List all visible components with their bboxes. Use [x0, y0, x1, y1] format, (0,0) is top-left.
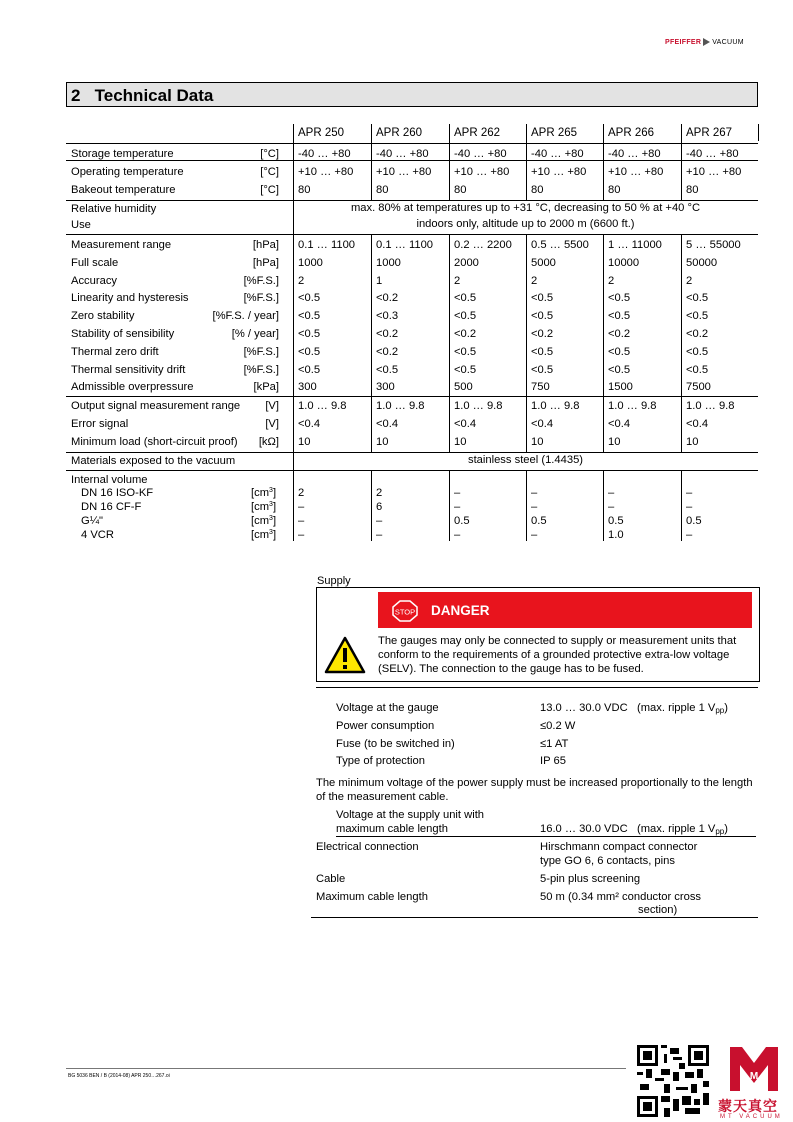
row-span-value: stainless steel (1.4435)	[467, 454, 584, 466]
row-unit: [%F.S.]	[243, 275, 279, 287]
table-cell: 10000	[608, 257, 640, 269]
row-unit: [hPa]	[252, 257, 279, 269]
row-unit: [%F.S.]	[243, 346, 279, 358]
table-cell: -40 … +80	[376, 148, 429, 160]
table-cell: <0.5	[608, 346, 631, 358]
table-column-rule	[603, 234, 604, 452]
internal-volume-row-label: DN 16 CF-F	[81, 501, 142, 513]
row-unit: [°C]	[260, 148, 279, 160]
table-cell: 0.5	[686, 515, 702, 527]
table-cell: –	[454, 529, 461, 541]
table-cell: <0.5	[686, 346, 709, 358]
table-cell: 1500	[608, 381, 633, 393]
table-cell: <0.5	[531, 346, 554, 358]
row-label: Minimum load (short-circuit proof)	[71, 436, 238, 448]
table-cell: 80	[298, 184, 311, 196]
mt-vacuum-logo	[728, 1045, 780, 1097]
table-cell: –	[686, 529, 693, 541]
section-title-text: Technical Data	[94, 86, 214, 105]
table-cell: <0.5	[298, 364, 321, 376]
table-cell: 500	[454, 381, 473, 393]
table-cell: 2	[298, 275, 305, 287]
table-cell: 10	[376, 436, 389, 448]
table-cell: <0.5	[608, 364, 631, 376]
table-cell: <0.5	[298, 292, 321, 304]
table-cell: 2	[608, 275, 615, 287]
table-cell: –	[686, 487, 693, 499]
table-cell: 750	[531, 381, 550, 393]
table-cell: –	[531, 529, 538, 541]
table-cell: –	[686, 501, 693, 513]
table-column-rule	[371, 234, 372, 452]
table-cell: 2	[376, 487, 383, 499]
row-label: Relative humidity	[71, 203, 157, 215]
table-cell: –	[608, 501, 615, 513]
row-label: Bakeout temperature	[71, 184, 176, 196]
supply-item-value: ≤0.2 W	[540, 720, 576, 732]
table-header-rule	[66, 143, 758, 144]
table-column-rule	[526, 470, 527, 541]
row-unit: [°C]	[260, 184, 279, 196]
row-label: Measurement range	[71, 239, 172, 251]
table-cell: 10	[454, 436, 467, 448]
cable-label: Cable	[316, 873, 346, 885]
table-column-rule	[681, 234, 682, 452]
table-cell: +10 … +80	[686, 166, 742, 178]
table-cell: <0.5	[298, 310, 321, 322]
table-cell: 50000	[686, 257, 718, 269]
row-unit: [%F.S.]	[243, 292, 279, 304]
table-cell: 2	[298, 487, 305, 499]
table-cell: 1.0	[608, 529, 624, 541]
table-column-rule	[293, 234, 294, 452]
table-cell: 2000	[454, 257, 479, 269]
table-cell: 1	[376, 275, 383, 287]
table-column-rule	[371, 124, 372, 200]
table-cell: <0.4	[376, 418, 399, 430]
table-cell: 6	[376, 501, 383, 513]
row-label: Thermal sensitivity drift	[71, 364, 186, 376]
brand-name: PFEIFFER	[665, 38, 702, 46]
table-cell: –	[608, 487, 615, 499]
table-cell: 10	[608, 436, 621, 448]
row-unit: [°C]	[260, 166, 279, 178]
table-cell: <0.5	[531, 310, 554, 322]
table-group-rule	[66, 452, 758, 453]
table-cell: <0.4	[454, 418, 477, 430]
table-cell: <0.4	[298, 418, 321, 430]
mt-logo-mark: M	[749, 1071, 759, 1082]
supply-item-label: Type of protection	[336, 755, 425, 767]
row-label: Linearity and hysteresis	[71, 292, 189, 304]
table-cell: <0.3	[376, 310, 399, 322]
table-cell: -40 … +80	[454, 148, 507, 160]
supply-item-label: Voltage at the gauge	[336, 702, 439, 714]
column-header: APR 266	[608, 127, 655, 139]
table-cell: <0.5	[531, 364, 554, 376]
table-cell: <0.5	[376, 364, 399, 376]
table-column-rule	[526, 234, 527, 452]
table-cell: 2	[686, 275, 693, 287]
table-cell: 1.0 … 9.8	[454, 400, 503, 412]
table-column-rule	[293, 124, 294, 200]
electrical-connection-label: Electrical connection	[316, 841, 419, 853]
table-cell: <0.5	[686, 292, 709, 304]
supply-title: Supply	[317, 575, 351, 587]
table-cell: 80	[376, 184, 389, 196]
supply-item-value: ≤1 AT	[540, 738, 569, 750]
section-number: 2	[71, 86, 81, 105]
row-label: Stability of sensibility	[71, 328, 175, 340]
danger-text: The gauges may only be connected to supply or measurement units that conform to the requirements of a grounded protective extra-low voltage (SELV). The connection to the gauge has to be fused.	[378, 635, 737, 675]
table-cell: <0.5	[686, 364, 709, 376]
cable-voltage-value: 16.0 … 30.0 VDC (max. ripple 1 Vpp)	[540, 823, 728, 836]
table-cell: 0.2 … 2200	[454, 239, 512, 251]
table-column-rule	[449, 470, 450, 541]
table-column-rule	[449, 124, 450, 200]
table-cell: 0.1 … 1100	[376, 239, 434, 251]
internal-volume-unit: $[cm^3]$	[251, 501, 277, 513]
row-unit: [hPa]	[252, 239, 279, 251]
table-column-rule	[371, 470, 372, 541]
divider	[336, 836, 756, 837]
column-header: APR 267	[686, 127, 733, 139]
supply-item-label: Power consumption	[336, 720, 435, 732]
table-cell: -40 … +80	[531, 148, 584, 160]
table-cell: –	[531, 487, 538, 499]
mt-vacuum-cn: 蒙天真空	[718, 1098, 778, 1114]
table-cell: 2	[531, 275, 538, 287]
section-title	[66, 82, 758, 107]
table-cell: <0.5	[454, 346, 477, 358]
table-column-rule	[758, 124, 759, 141]
electrical-connection-value-1: Hirschmann compact connector	[540, 841, 698, 853]
danger-label: DANGER	[431, 603, 490, 618]
pfeiffer-logo	[665, 38, 744, 46]
table-cell: <0.4	[686, 418, 709, 430]
internal-volume-unit: $[cm^3]$	[251, 487, 277, 499]
table-cell: –	[376, 515, 383, 527]
table-cell: <0.5	[454, 292, 477, 304]
table-cell: <0.5	[454, 310, 477, 322]
table-cell: 0.5 … 5500	[531, 239, 589, 251]
stop-icon	[392, 600, 418, 622]
table-cell: -40 … +80	[686, 148, 739, 160]
internal-volume-label: Internal volume	[71, 474, 148, 486]
internal-volume-unit: $[cm^3]$	[251, 515, 277, 527]
row-label: Zero stability	[71, 310, 135, 322]
max-cable-length-value-2: section)	[638, 904, 678, 916]
table-cell: +10 … +80	[531, 166, 587, 178]
brand-suffix: VACUUM	[712, 38, 744, 46]
cable-voltage-label-2: maximum cable length	[336, 823, 448, 835]
divider	[311, 917, 758, 918]
table-cell: –	[298, 515, 305, 527]
table-column-rule	[603, 124, 604, 200]
table-cell: +10 … +80	[376, 166, 432, 178]
table-cell: 1.0 … 9.8	[376, 400, 425, 412]
table-cell: +10 … +80	[454, 166, 510, 178]
table-cell: 1 … 11000	[608, 239, 662, 251]
row-label: Storage temperature	[71, 148, 174, 160]
column-header: APR 265	[531, 127, 578, 139]
table-cell: 5000	[531, 257, 556, 269]
table-cell: 10	[686, 436, 699, 448]
row-label: Full scale	[71, 257, 119, 269]
table-cell: –	[376, 529, 383, 541]
table-cell: 7500	[686, 381, 711, 393]
row-unit: [%F.S. / year]	[212, 310, 279, 322]
table-cell: 80	[531, 184, 544, 196]
supply-item-label: Fuse (to be switched in)	[336, 738, 455, 750]
table-cell: <0.2	[376, 328, 399, 340]
row-unit: [kΩ]	[258, 436, 279, 448]
table-cell: <0.4	[531, 418, 554, 430]
max-cable-length-label: Maximum cable length	[316, 891, 428, 903]
table-cell: –	[531, 501, 538, 513]
table-cell: <0.2	[454, 328, 477, 340]
table-cell: -40 … +80	[298, 148, 351, 160]
internal-volume-unit: $[cm^3]$	[251, 529, 277, 541]
table-cell: 300	[298, 381, 317, 393]
table-cell: 1000	[376, 257, 401, 269]
table-cell: <0.5	[608, 292, 631, 304]
row-unit: [V]	[265, 400, 279, 412]
table-cell: –	[454, 501, 461, 513]
table-cell: <0.4	[608, 418, 631, 430]
table-cell: <0.5	[298, 346, 321, 358]
table-group-rule	[66, 234, 758, 235]
row-unit: [kPa]	[253, 381, 279, 393]
table-group-rule	[66, 396, 758, 397]
table-cell: <0.2	[531, 328, 554, 340]
table-cell: <0.5	[454, 364, 477, 376]
cable-value: 5-pin plus screening	[540, 873, 641, 885]
table-column-rule	[449, 234, 450, 452]
table-cell: 1.0 … 9.8	[531, 400, 580, 412]
table-cell: 0.5	[454, 515, 470, 527]
table-cell: +10 … +80	[298, 166, 354, 178]
table-cell: 2	[454, 275, 461, 287]
table-column-rule	[526, 124, 527, 200]
table-cell: 1.0 … 9.8	[686, 400, 735, 412]
electrical-connection-value-2: type GO 6, 6 contacts, pins	[540, 855, 675, 867]
table-cell: 5 … 55000	[686, 239, 741, 251]
row-label: Error signal	[71, 418, 129, 430]
table-column-rule	[293, 470, 294, 541]
table-cell: 1000	[298, 257, 323, 269]
table-group-rule	[66, 470, 758, 471]
arrow-icon	[703, 38, 710, 46]
table-cell: 0.5	[531, 515, 547, 527]
table-group-rule	[66, 200, 758, 201]
table-cell: 1.0 … 9.8	[298, 400, 347, 412]
row-span-value: max. 80% at temperatures up to +31 °C, decreasing to 50 % at +40 °C	[350, 202, 701, 214]
supply-item-value: 13.0 … 30.0 VDC (max. ripple 1 Vpp)	[540, 702, 728, 715]
table-cell: <0.5	[531, 292, 554, 304]
divider	[316, 687, 758, 688]
row-label: Output signal measurement range	[71, 400, 241, 412]
cable-voltage-label-1: Voltage at the supply unit with	[336, 809, 485, 821]
table-cell: 300	[376, 381, 395, 393]
table-cell: 10	[531, 436, 544, 448]
table-cell: 80	[686, 184, 699, 196]
table-cell: –	[298, 529, 305, 541]
table-cell: <0.2	[376, 292, 399, 304]
table-cell: <0.5	[686, 310, 709, 322]
mt-vacuum-en: MT VACUUM	[720, 1114, 783, 1120]
supply-note: The minimum voltage of the power supply must be increased proportionally to the length of the measurement cable.	[316, 777, 753, 803]
row-unit: [V]	[265, 418, 279, 430]
row-label: Use	[71, 219, 91, 231]
column-header: APR 260	[376, 127, 423, 139]
column-header: APR 262	[454, 127, 501, 139]
internal-volume-row-label: G¼"	[81, 515, 104, 527]
table-cell: <0.2	[376, 346, 399, 358]
table-cell: <0.2	[686, 328, 709, 340]
row-label: Operating temperature	[71, 166, 184, 178]
row-unit: [% / year]	[231, 328, 279, 340]
table-column-rule	[603, 470, 604, 541]
row-span-value: indoors only, altitude up to 2000 m (6600 ft.)	[416, 218, 635, 230]
row-unit: [%F.S.]	[243, 364, 279, 376]
row-label: Admissible overpressure	[71, 381, 194, 393]
table-cell: 0.5	[608, 515, 624, 527]
supply-item-value: IP 65	[540, 755, 566, 767]
internal-volume-row-label: 4 VCR	[81, 529, 114, 541]
qr-code	[637, 1045, 709, 1117]
row-label: Materials exposed to the vacuum	[71, 455, 236, 467]
table-column-rule	[681, 470, 682, 541]
table-cell: –	[298, 501, 305, 513]
footer-rule	[66, 1068, 626, 1069]
stop-icon-text: STOP	[394, 607, 416, 617]
table-column-rule	[681, 124, 682, 200]
warning-icon	[324, 636, 366, 674]
table-cell: -40 … +80	[608, 148, 661, 160]
table-cell: 80	[454, 184, 467, 196]
row-label: Thermal zero drift	[71, 346, 159, 358]
footer-code: BG 5036 BEN / B (2014-08) APR 250…267.oi	[68, 1073, 170, 1079]
table-cell: –	[454, 487, 461, 499]
table-cell: 1.0 … 9.8	[608, 400, 657, 412]
table-cell: <0.2	[608, 328, 631, 340]
internal-volume-row-label: DN 16 ISO-KF	[81, 487, 154, 499]
row-label: Accuracy	[71, 275, 118, 287]
table-cell: 10	[298, 436, 311, 448]
table-cell: <0.5	[298, 328, 321, 340]
table-cell: 0.1 … 1100	[298, 239, 356, 251]
table-cell: <0.5	[608, 310, 631, 322]
max-cable-length-value-1: 50 m (0.34 mm² conductor cross	[540, 891, 702, 903]
table-cell: 80	[608, 184, 621, 196]
table-cell: +10 … +80	[608, 166, 664, 178]
column-header: APR 250	[298, 127, 345, 139]
